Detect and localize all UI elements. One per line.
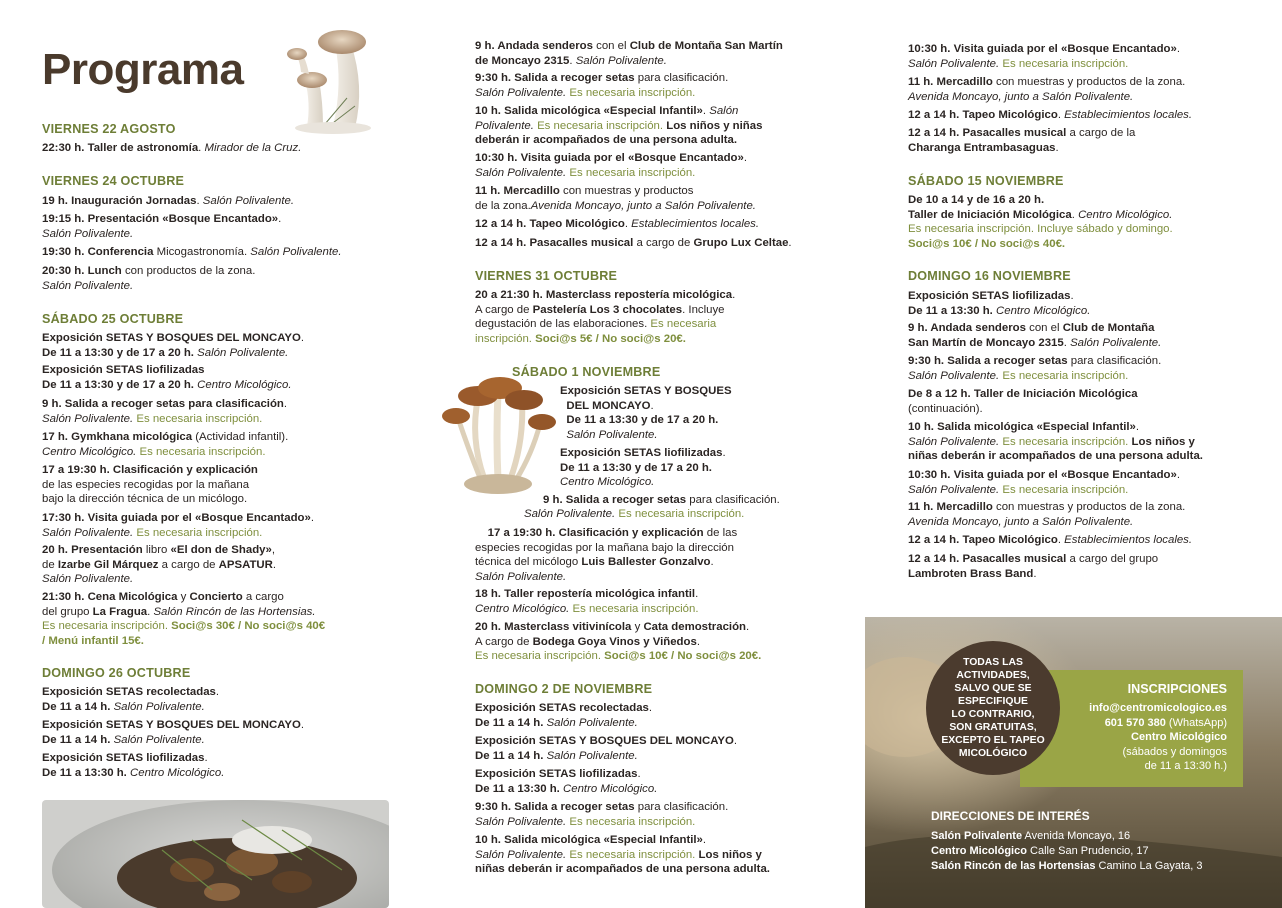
event-mercadillo-col3: 11 h. Mercadillo con muestras y productos de la zona. Avenida Moncayo, junto a Salón Polivalente. <box>908 76 1186 103</box>
event-taller-reposteria-infantil: 18 h. Taller repostería micológica infantil. Centro Micológico. Es necesaria inscripción. <box>475 588 699 615</box>
event-expo-bosques-2nov: Exposición SETAS Y BOSQUES DEL MONCAYO. De 11 a 14 h. Salón Polivalente. <box>475 735 738 762</box>
event-expo-recolectadas-2nov: Exposición SETAS recolectadas. De 11 a 14 h. Salón Polivalente. <box>475 702 653 729</box>
event-andada-16nov: 9 h. Andada senderos con el Club de Montaña San Martín de Moncayo 2315. Salón Polivalente. <box>908 322 1162 349</box>
event-especial-infantil-16nov: 10 h. Salida micológica «Especial Infantil». Salón Polivalente. Es necesaria inscripción. Los niños y niñas deberán ir acompañados de una persona adulta. <box>908 421 1203 463</box>
event-salida-setas-16nov: 9:30 h. Salida a recoger setas para clasificación. Salón Polivalente. Es necesaria inscripción. <box>908 355 1162 382</box>
event-salida-setas: 9 h. Salida a recoger setas para clasificación. Salón Polivalente. Es necesaria inscripción. <box>42 398 288 425</box>
event-taller-continuacion: De 8 a 12 h. Taller de Iniciación Micológica (continuación). <box>908 388 1138 415</box>
event-expo-liofilizadas: Exposición SETAS liofilizadas De 11 a 13:30 y de 17 a 20 h. Centro Micológico. <box>42 364 292 391</box>
event-masterclass-reposteria: 20 a 21:30 h. Masterclass repostería micológica. A cargo de Pastelería Los 3 chocolates. Incluye degustación de las elaboraciones. Es necesaria inscripción. Soci@s 5€ / No soci@s 20€. <box>475 289 736 345</box>
day-heading-8: SÁBADO 15 NOVIEMBRE <box>908 174 1064 188</box>
event-conference: 19:30 h. Conferencia Micogastronomía. Salón Polivalente. <box>42 246 342 258</box>
inscripciones-hours-2: de 11 a 13:30 h.) <box>1144 760 1227 773</box>
day-heading-3: SÁBADO 25 OCTUBRE <box>42 312 184 326</box>
inscripciones-phone[interactable]: 601 570 380 (WhatsApp) <box>1104 716 1227 729</box>
event-expo-setas-bosques: Exposición SETAS Y BOSQUES DEL MONCAYO. De 11 a 13:30 y de 17 a 20 h. Salón Polivalente. <box>42 332 305 359</box>
event-pasacalles: 12 a 14 h. Pasacalles musical a cargo de Grupo Lux Celtae. <box>475 237 792 249</box>
event-andada-senderos: 9 h. Andada senderos con el Club de Montaña San Martín de Moncayo 2315. Salón Polivalente. <box>475 40 783 67</box>
inscripciones-title: INSCRIPCIONES <box>1127 682 1227 696</box>
event-salida-setas-1nov-place: Salón Polivalente. Es necesaria inscripción. <box>524 508 745 520</box>
event-pasacalles-col3: 12 a 14 h. Pasacalles musical a cargo de la Charanga Entrambasaguas. <box>908 127 1136 154</box>
direction-1: Salón Polivalente Avenida Moncayo, 16 <box>931 830 1131 842</box>
event-taller-iniciacion: De 10 a 14 y de 16 a 20 h. Taller de Iniciación Micológica. Centro Micológico. Es necesaria inscripción. Incluye sábado y domingo. Soci@s 10€ / No soci@s 40€. <box>908 194 1173 250</box>
event-especial-infantil-2nov: 10 h. Salida micológica «Especial Infantil». Salón Polivalente. Es necesaria inscripción. Los niños y niñas deberán ir acompañados de una persona adulta. <box>475 834 770 876</box>
directions-title: DIRECCIONES DE INTERÉS <box>931 809 1090 823</box>
day-heading-1: VIERNES 22 AGOSTO <box>42 122 176 136</box>
day-heading-9: DOMINGO 16 NOVIEMBRE <box>908 269 1071 283</box>
event-visita-guiada: 17:30 h. Visita guiada por el «Bosque Encantado». Salón Polivalente. Es necesaria inscripción. <box>42 512 314 539</box>
event-inauguration: 19 h. Inauguración Jornadas. Salón Polivalente. <box>42 195 294 207</box>
event-expo-liofilizadas-1nov: Exposición SETAS liofilizadas. De 11 a 13:30 y de 17 a 20 h. Centro Micológico. <box>560 447 726 489</box>
mushroom-dish-photo <box>42 800 389 908</box>
event-visita-guiada-col2: 10:30 h. Visita guiada por el «Bosque Encantado». Salón Polivalente. Es necesaria inscripción. <box>475 152 747 179</box>
event-expo-liofilizadas-16nov: Exposición SETAS liofilizadas. De 11 a 13:30 h. Centro Micológico. <box>908 290 1091 317</box>
day-heading-4: DOMINGO 26 OCTUBRE <box>42 666 191 680</box>
event-tapeo-col3: 12 a 14 h. Tapeo Micológico. Establecimientos locales. <box>908 109 1193 121</box>
event-salida-setas-1nov: 9 h. Salida a recoger setas para clasificación. <box>543 494 780 506</box>
event-masterclass-vitivinicola: 20 h. Masterclass vitivinícola y Cata demostración. A cargo de Bodega Goya Vinos y Viñedos. Es necesaria inscripción. Soci@s 10€ / No soci@s 20€. <box>475 621 762 663</box>
day-heading-5: VIERNES 31 OCTUBRE <box>475 269 618 283</box>
event-expo-recolectadas: Exposición SETAS recolectadas. De 11 a 14 h. Salón Polivalente. <box>42 686 220 713</box>
event-salida-setas-col2: 9:30 h. Salida a recoger setas para clasificación. Salón Polivalente. Es necesaria inscripción. <box>475 72 729 99</box>
inscripciones-email[interactable]: info@centromicologico.es <box>1089 702 1227 714</box>
event-expo-bosques-26: Exposición SETAS Y BOSQUES DEL MONCAYO. De 11 a 14 h. Salón Polivalente. <box>42 719 305 746</box>
inscripciones-place: Centro Micológico <box>1131 731 1227 744</box>
mushroom-photo-top <box>285 14 380 136</box>
event-especial-infantil: 10 h. Salida micológica «Especial Infantil». Salón Polivalente. Es necesaria inscripción. Los niños y niñas deberán ir acompañados de una persona adulta. <box>475 105 763 147</box>
event-salida-setas-2nov: 9:30 h. Salida a recoger setas para clasificación. Salón Polivalente. Es necesaria inscripción. <box>475 801 729 828</box>
event-tapeo: 12 a 14 h. Tapeo Micológico. Establecimientos locales. <box>475 218 760 230</box>
event-pasacalles-16nov: 12 a 14 h. Pasacalles musical a cargo del grupo Lambroten Brass Band. <box>908 553 1159 580</box>
event-expo-bosques-1nov: Exposición SETAS Y BOSQUES DEL MONCAYO. De 11 a 13:30 y de 17 a 20 h. Salón Polivalente. <box>560 385 732 441</box>
event-cena-micologica: 21:30 h. Cena Micológica y Concierto a cargo del grupo La Fragua. Salón Rincón de las Hortensias. Es necesaria inscripción. Soci@s 30€ / No soci@s 40€ / Menú infantil 15€. <box>42 591 326 647</box>
event-mercadillo-16nov: 11 h. Mercadillo con muestras y productos de la zona. Avenida Moncayo, junto a Salón Polivalente. <box>908 501 1186 528</box>
event-visita-guiada-16nov: 10:30 h. Visita guiada por el «Bosque Encantado». Salón Polivalente. Es necesaria inscripción. <box>908 469 1180 496</box>
event-expo-liofilizadas-2nov: Exposición SETAS liofilizadas. De 11 a 13:30 h. Centro Micológico. <box>475 768 658 795</box>
day-heading-6: SÁBADO 1 NOVIEMBRE <box>512 365 661 379</box>
event-mercadillo: 11 h. Mercadillo con muestras y productos de la zona.Avenida Moncayo, junto a Salón Polivalente. <box>475 185 756 212</box>
direction-3: Salón Rincón de las Hortensias Camino La Gayata, 3 <box>931 860 1203 872</box>
inscripciones-text <box>1060 681 1227 774</box>
event-visita-guiada-col3: 10:30 h. Visita guiada por el «Bosque Encantado». Salón Polivalente. Es necesaria inscripción. <box>908 43 1180 70</box>
free-activities-badge: TODAS LAS ACTIVIDADES, SALVO QUE SE ESPECIFIQUE LO CONTRARIO, SON GRATUITAS, EXCEPTO EL TAPEO MICOLÓGICO <box>926 641 1060 775</box>
inscripciones-hours-1: (sábados y domingos <box>1122 745 1227 758</box>
event-astronomy: 22:30 h. Taller de astronomía. Mirador de la Cruz. <box>42 142 302 154</box>
day-heading-7: DOMINGO 2 DE NOVIEMBRE <box>475 682 653 696</box>
event-presentacion-libro: 20 h. Presentación libro «El don de Shady», de Izarbe Gil Márquez a cargo de APSATUR. Salón Polivalente. <box>42 544 277 586</box>
event-clasificacion-1nov: 17 a 19:30 h. Clasificación y explicación de las especies recogidas por la mañana bajo la dirección técnica del micólogo Luis Ballester Gonzalvo. Salón Polivalente. <box>475 527 738 583</box>
event-tapeo-16nov: 12 a 14 h. Tapeo Micológico. Establecimientos locales. <box>908 534 1193 546</box>
event-gymkhana: 17 h. Gymkhana micológica (Actividad infantil). Centro Micológico. Es necesaria inscripción. <box>42 431 289 458</box>
page-title: Programa <box>42 45 244 94</box>
mushroom-cluster-photo <box>440 368 558 500</box>
event-lunch: 20:30 h. Lunch con productos de la zona. Salón Polivalente. <box>42 265 256 292</box>
event-expo-liofilizadas-26: Exposición SETAS liofilizadas. De 11 a 13:30 h. Centro Micológico. <box>42 752 225 779</box>
event-presentation-bosque: 19:15 h. Presentación «Bosque Encantado». Salón Polivalente. <box>42 213 282 240</box>
event-clasificacion: 17 a 19:30 h. Clasificación y explicación de las especies recogidas por la mañana bajo la dirección técnica de un micólogo. <box>42 464 258 506</box>
day-heading-2: VIERNES 24 OCTUBRE <box>42 174 185 188</box>
direction-2: Centro Micológico Calle San Prudencio, 17 <box>931 845 1149 857</box>
